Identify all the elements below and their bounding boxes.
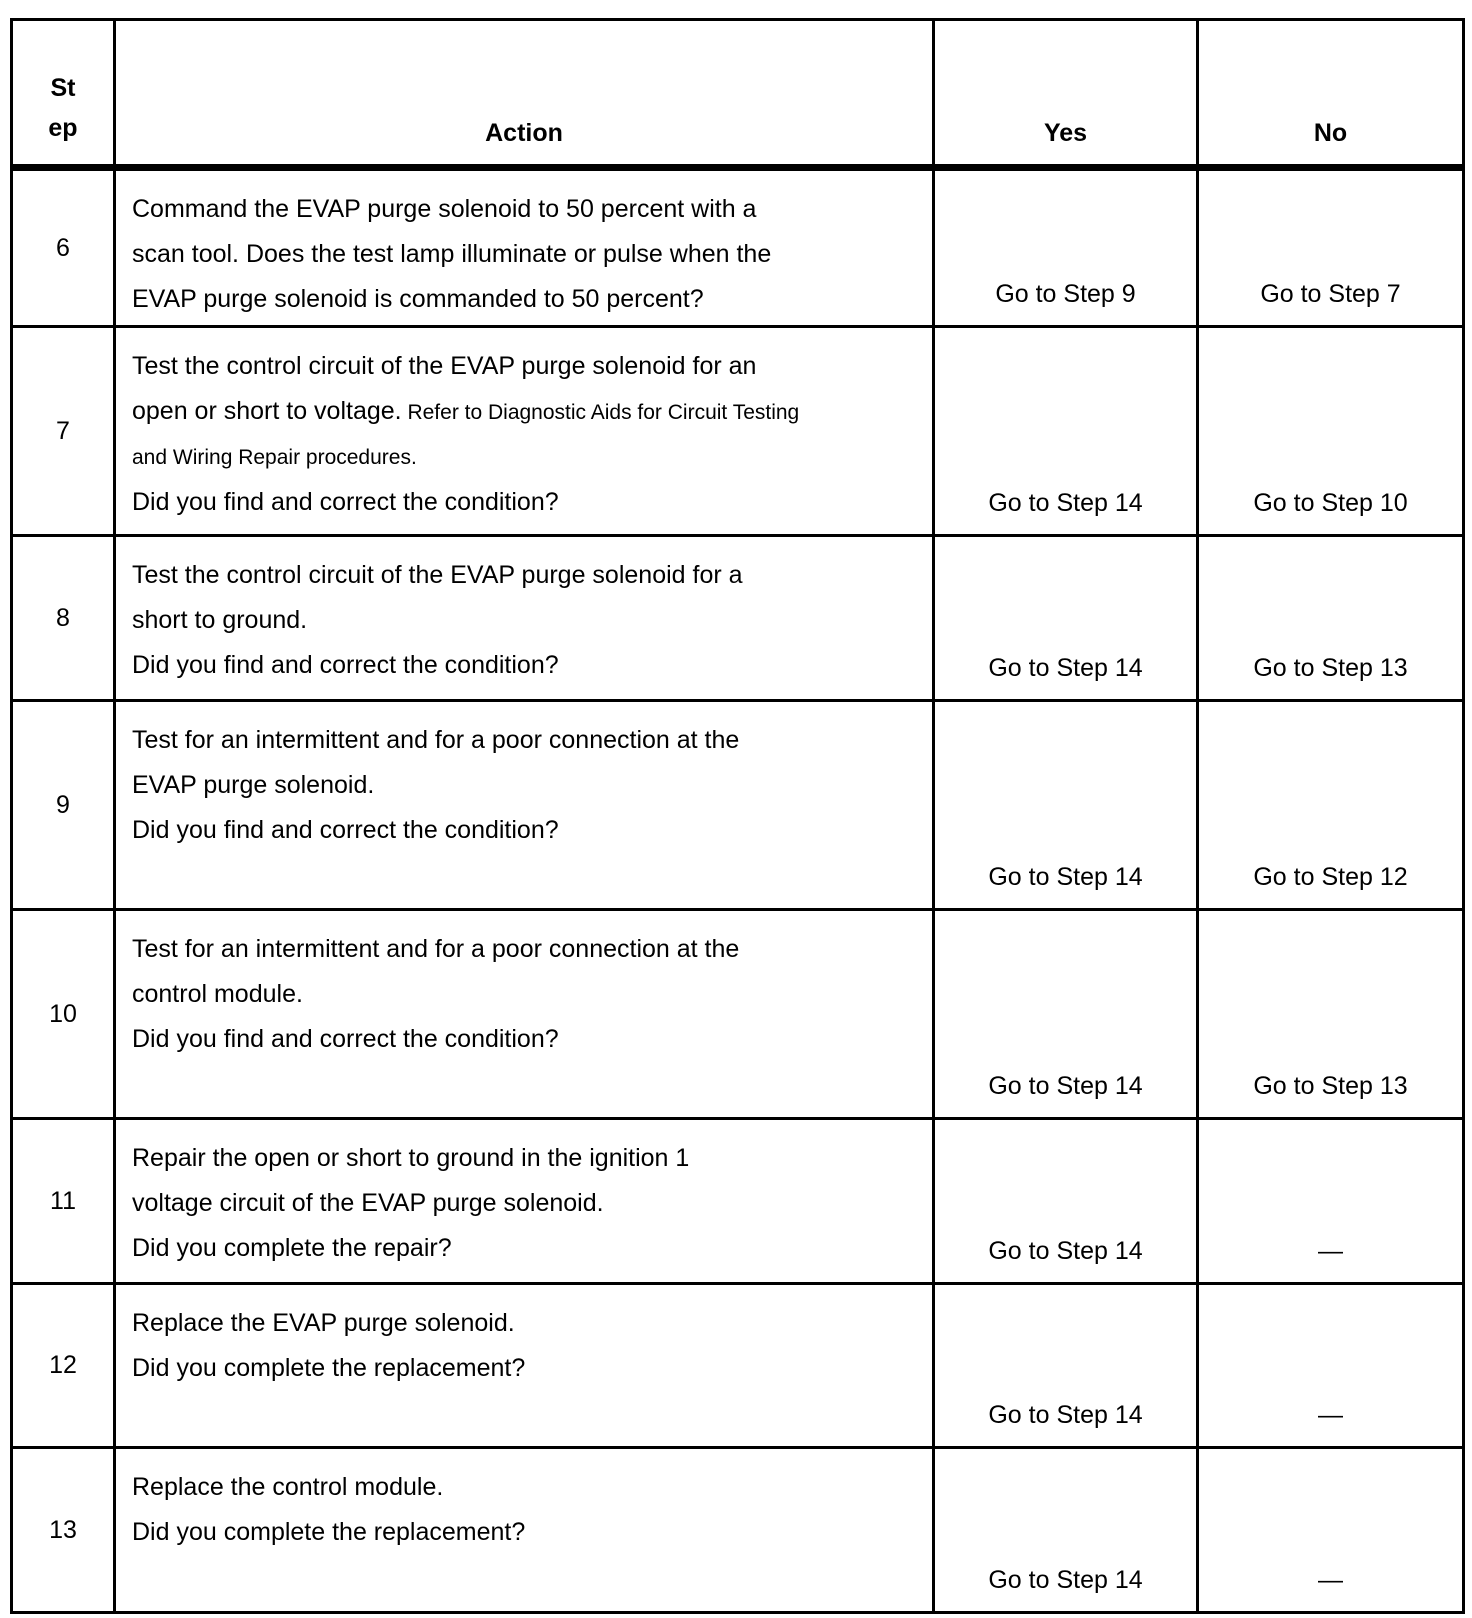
step-number: 8 [12,536,115,701]
no-cell: — [1198,1119,1464,1284]
action-line: Did you complete the replacement? [132,1354,526,1382]
header-step-line1: St [50,74,76,102]
action-line: Did you complete the replacement? [132,1518,526,1546]
no-cell: Go to Step 7 [1198,168,1464,327]
action-cell [115,1284,934,1448]
no-cell: Go to Step 13 [1198,536,1464,701]
action-cell [115,701,934,910]
action-line: Test the control circuit of the EVAP purge solenoid for a [132,561,743,589]
action-line: Repair the open or short to ground in the ignition 1 [132,1144,690,1172]
no-cell: — [1198,1284,1464,1448]
yes-cell: Go to Step 14 [934,910,1198,1119]
no-cell: Go to Step 10 [1198,327,1464,536]
action-line: Did you complete the repair? [132,1234,452,1262]
table-row [12,1448,1464,1613]
action-line: voltage circuit of the EVAP purge solenoid. [132,1189,604,1217]
yes-cell: Go to Step 14 [934,1119,1198,1284]
no-cell: Go to Step 12 [1198,701,1464,910]
action-text: open or short to voltage. [132,397,402,425]
action-line [132,389,922,435]
action-line: Replace the EVAP purge solenoid. [132,1309,515,1337]
action-line: Did you find and correct the condition? [132,816,559,844]
action-line: EVAP purge solenoid. [132,771,375,799]
action-cell [115,327,934,536]
action-line: short to ground. [132,606,308,634]
yes-cell: Go to Step 14 [934,1448,1198,1613]
action-cell [115,536,934,701]
header-no: No [1198,20,1464,168]
reference-text: and Wiring Repair procedures. [132,446,417,469]
action-line: Test for an intermittent and for a poor connection at the [132,726,740,754]
step-number: 13 [12,1448,115,1613]
table-row [12,536,1464,701]
step-number: 6 [12,168,115,327]
action-cell [115,1119,934,1284]
table-row [12,168,1464,327]
action-line: scan tool. Does the test lamp illuminate or pulse when the [132,240,772,268]
table-row [12,910,1464,1119]
action-cell [115,910,934,1119]
table-row [12,327,1464,536]
yes-cell: Go to Step 9 [934,168,1198,327]
yes-cell: Go to Step 14 [934,536,1198,701]
action-line: EVAP purge solenoid is commanded to 50 percent? [132,285,704,313]
step-number: 12 [12,1284,115,1448]
header-row [12,20,1464,168]
action-line: Command the EVAP purge solenoid to 50 percent with a [132,195,757,223]
action-line: Test for an intermittent and for a poor connection at the [132,935,740,963]
table-row [12,1119,1464,1284]
yes-cell: Go to Step 14 [934,1284,1198,1448]
header-action: Action [115,20,934,168]
action-line: Did you find and correct the condition? [132,651,559,679]
header-yes: Yes [934,20,1198,168]
diagnostic-table [10,18,1465,1614]
table-row [12,701,1464,910]
table-row [12,1284,1464,1448]
no-cell: — [1198,1448,1464,1613]
header-step [12,20,115,168]
header-step-line2: ep [48,114,78,142]
yes-cell: Go to Step 14 [934,701,1198,910]
reference-text: Refer to Diagnostic Aids for Circuit Testing [401,401,800,424]
step-number: 10 [12,910,115,1119]
yes-cell: Go to Step 14 [934,327,1198,536]
action-line: Did you find and correct the condition? [132,1025,559,1053]
step-number: 11 [12,1119,115,1284]
action-line: Test the control circuit of the EVAP purge solenoid for an [132,352,757,380]
no-cell: Go to Step 13 [1198,910,1464,1119]
action-line: Replace the control module. [132,1473,444,1501]
action-cell [115,1448,934,1613]
action-line: control module. [132,980,303,1008]
action-line: Did you find and correct the condition? [132,488,559,516]
step-number: 9 [12,701,115,910]
step-number: 7 [12,327,115,536]
action-cell [115,168,934,327]
